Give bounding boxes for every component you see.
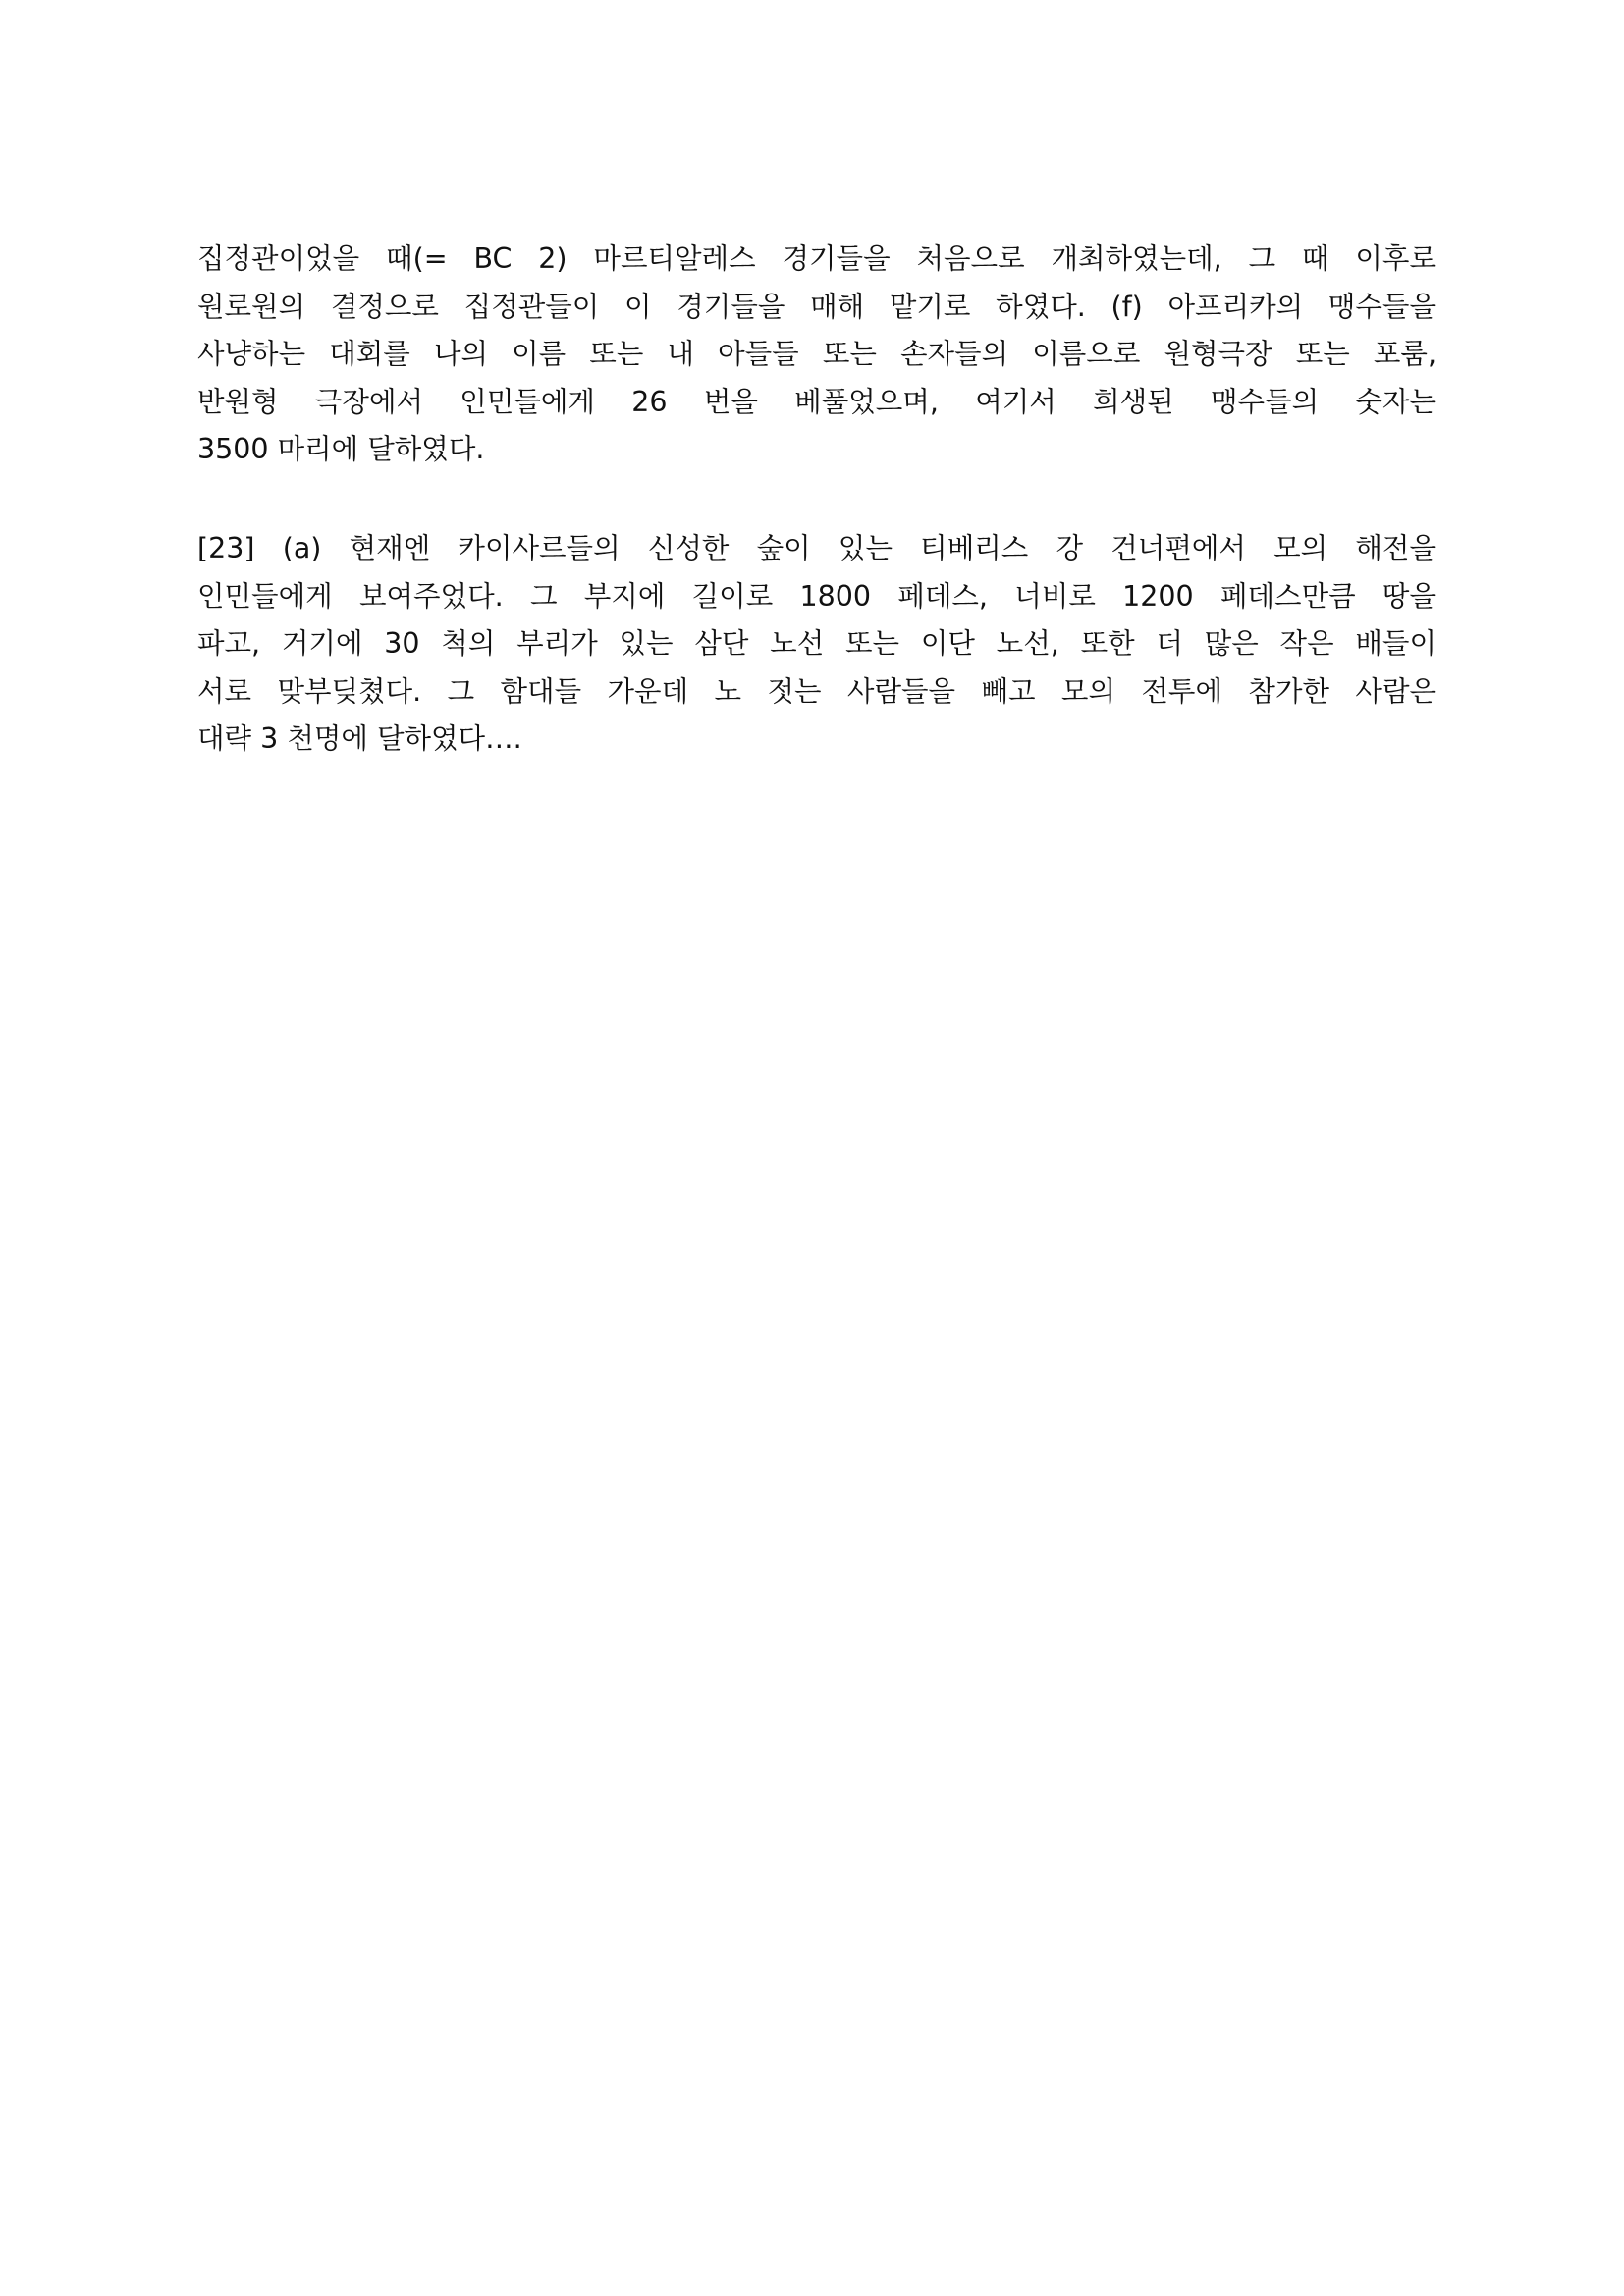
text-line: [23] (a) 현재엔 카이사르들의 신성한 숲이 있는 티베리스 강 건너편에서 모의 해전을 [197, 532, 1436, 564]
text-line: 3500 마리에 달하였다. [197, 433, 485, 465]
text-line: 인민들에게 보여주었다. 그 부지에 길이로 1800 페데스, 너비로 1200 페데스만큼 땅을 [197, 579, 1436, 613]
text-line: 반원형 극장에서 인민들에게 26 번을 베풀었으며, 여기서 희생된 맹수들의 숫자는 [197, 385, 1436, 418]
text-line: 원로원의 결정으로 집정관들이 이 경기들을 매해 맡기로 하였다. (f) 아프리카의 맹수들을 [197, 290, 1436, 323]
text-line: 대략 3 천명에 달하였다…. [197, 722, 522, 755]
text-line: 파고, 거기에 30 척의 부리가 있는 삼단 노선 또는 이단 노선, 또한 더 많은 작은 배들이 [197, 627, 1436, 660]
text-line: 사냥하는 대회를 나의 이름 또는 내 아들들 또는 손자들의 이름으로 원형극장 또는 포룸, [197, 338, 1436, 370]
text-line: 서로 맞부딪쳤다. 그 함대들 가운데 노 젓는 사람들을 빼고 모의 전투에 참가한 사람은 [197, 674, 1436, 708]
paragraph-1 [197, 236, 1436, 474]
paragraph-2 [197, 525, 1436, 764]
text-line: 집정관이었을 때(= BC 2) 마르티알레스 경기들을 처음으로 개최하였는데, 그 때 이후로 [197, 242, 1436, 275]
